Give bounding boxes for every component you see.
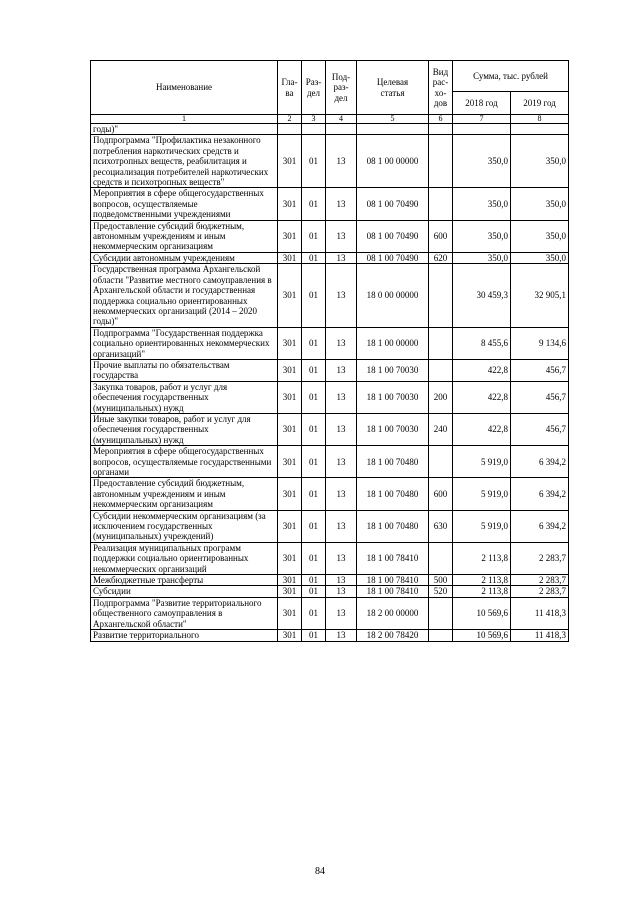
cell-podrazdel: 13: [326, 630, 357, 641]
cell-y2018: 422,8: [453, 359, 511, 381]
cell-target: 18 1 00 70030: [357, 359, 429, 381]
cell-target: 18 1 00 70480: [357, 446, 429, 478]
col-number: 3: [302, 115, 326, 124]
cell-target: 18 1 00 78410: [357, 575, 429, 586]
cell-podrazdel: 13: [326, 327, 357, 359]
cell-glava: 301: [278, 510, 302, 542]
cell-target: 08 1 00 00000: [357, 135, 429, 188]
cell-target: 08 1 00 70490: [357, 220, 429, 252]
cell-podrazdel: 13: [326, 220, 357, 252]
cell-vid: [429, 124, 453, 135]
cell-target: 08 1 00 70490: [357, 188, 429, 220]
cell-podrazdel: 13: [326, 413, 357, 445]
table-row: [91, 359, 569, 381]
cell-vid: 500: [429, 575, 453, 586]
cell-glava: 301: [278, 630, 302, 641]
cell-target: 18 1 00 70030: [357, 381, 429, 413]
table-row: [91, 188, 569, 220]
cell-podrazdel: 13: [326, 575, 357, 586]
cell-y2018: 8 455,6: [453, 327, 511, 359]
cell-y2018: 350,0: [453, 135, 511, 188]
cell-target: 08 1 00 70490: [357, 252, 429, 263]
cell-y2018: 10 569,6: [453, 597, 511, 629]
cell-name: Прочие выплаты по обязательствам государства: [91, 359, 278, 381]
cell-name: Субсидии некоммерческим организациям (за исключением государственных (муниципальных) учреждений): [91, 510, 278, 542]
cell-y2019: 456,7: [511, 381, 569, 413]
cell-vid: [429, 327, 453, 359]
cell-name: Предоставление субсидий бюджетным, автономным учреждениям и иным некоммерческим организациям: [91, 220, 278, 252]
cell-podrazdel: [326, 124, 357, 135]
table-row: [91, 630, 569, 641]
cell-y2019: 456,7: [511, 413, 569, 445]
cell-vid: 600: [429, 478, 453, 510]
cell-glava: 301: [278, 188, 302, 220]
cell-vid: [429, 542, 453, 574]
cell-y2019: 2 283,7: [511, 542, 569, 574]
cell-name: Развитие территориального: [91, 630, 278, 641]
cell-podrazdel: 13: [326, 359, 357, 381]
table-row: [91, 478, 569, 510]
cell-glava: 301: [278, 381, 302, 413]
cell-podrazdel: 13: [326, 188, 357, 220]
cell-vid: [429, 446, 453, 478]
col-number: 5: [357, 115, 429, 124]
header-name: Наименование: [91, 61, 278, 115]
cell-y2018: 30 459,3: [453, 264, 511, 327]
cell-y2018: 350,0: [453, 252, 511, 263]
cell-vid: 240: [429, 413, 453, 445]
cell-podrazdel: 13: [326, 252, 357, 263]
cell-razdel: 01: [302, 478, 326, 510]
cell-y2018: 5 919,0: [453, 478, 511, 510]
table-row: [91, 586, 569, 597]
table-body: [91, 115, 569, 642]
cell-podrazdel: 13: [326, 542, 357, 574]
cell-y2018: 422,8: [453, 413, 511, 445]
cell-name: Иные закупки товаров, работ и услуг для обеспечения государственных (муниципальных) нужд: [91, 413, 278, 445]
cell-y2019: 2 283,7: [511, 586, 569, 597]
cell-razdel: [302, 124, 326, 135]
cell-name: Подпрограмма "Развитие территориального общественного самоуправления в Архангельской области": [91, 597, 278, 629]
cell-target: 18 0 00 00000: [357, 264, 429, 327]
cell-name: Мероприятия в сфере общегосударственных вопросов, осуществляемые подведомственными учреждениями: [91, 188, 278, 220]
cell-y2018: 2 113,8: [453, 586, 511, 597]
cell-razdel: 01: [302, 542, 326, 574]
cell-y2018: 350,0: [453, 188, 511, 220]
cell-vid: 620: [429, 252, 453, 263]
cell-glava: 301: [278, 478, 302, 510]
cell-razdel: 01: [302, 188, 326, 220]
cell-podrazdel: 13: [326, 510, 357, 542]
cell-podrazdel: 13: [326, 586, 357, 597]
table-row: [91, 327, 569, 359]
cell-target: 18 1 00 70480: [357, 478, 429, 510]
col-number: 8: [511, 115, 569, 124]
cell-y2019: 350,0: [511, 220, 569, 252]
cell-glava: 301: [278, 597, 302, 629]
cell-glava: 301: [278, 252, 302, 263]
cell-glava: 301: [278, 446, 302, 478]
table-row: [91, 220, 569, 252]
header-glava: Гла- ва: [278, 61, 302, 115]
cell-y2018: 422,8: [453, 381, 511, 413]
cell-target: 18 1 00 78410: [357, 542, 429, 574]
cell-podrazdel: 13: [326, 597, 357, 629]
cell-y2018: 2 113,8: [453, 542, 511, 574]
cell-glava: 301: [278, 327, 302, 359]
cell-name: Субсидии: [91, 586, 278, 597]
cell-y2019: 11 418,3: [511, 630, 569, 641]
cell-y2019: 2 283,7: [511, 575, 569, 586]
col-number: 6: [429, 115, 453, 124]
cell-vid: 630: [429, 510, 453, 542]
cell-y2019: 32 905,1: [511, 264, 569, 327]
cell-y2018: 350,0: [453, 220, 511, 252]
cell-razdel: 01: [302, 381, 326, 413]
table-row: [91, 135, 569, 188]
header-year-2018: 2018 год: [453, 92, 511, 115]
cell-vid: [429, 597, 453, 629]
cell-y2019: 456,7: [511, 359, 569, 381]
cell-vid: 600: [429, 220, 453, 252]
cell-y2019: [511, 124, 569, 135]
cell-name: Реализация муниципальных программ поддержки социально ориентированных некоммерческих организаций: [91, 542, 278, 574]
cell-y2018: 2 113,8: [453, 575, 511, 586]
table-row: [91, 510, 569, 542]
cell-name: годы)": [91, 124, 278, 135]
cell-target: [357, 124, 429, 135]
cell-y2019: 350,0: [511, 135, 569, 188]
cell-razdel: 01: [302, 575, 326, 586]
cell-target: 18 2 00 00000: [357, 597, 429, 629]
budget-table: [90, 60, 569, 642]
cell-razdel: 01: [302, 446, 326, 478]
cell-vid: [429, 135, 453, 188]
cell-podrazdel: 13: [326, 381, 357, 413]
header-sum: Сумма, тыс. рублей: [453, 61, 569, 92]
table-row: [91, 381, 569, 413]
cell-razdel: 01: [302, 359, 326, 381]
cell-vid: [429, 188, 453, 220]
header-razdel: Раз- дел: [302, 61, 326, 115]
cell-razdel: 01: [302, 586, 326, 597]
cell-razdel: 01: [302, 630, 326, 641]
header-podrazdel: Под- раз- дел: [326, 61, 357, 115]
cell-glava: 301: [278, 135, 302, 188]
cell-y2018: 10 569,6: [453, 630, 511, 641]
cell-podrazdel: 13: [326, 446, 357, 478]
cell-glava: [278, 124, 302, 135]
col-number: 1: [91, 115, 278, 124]
cell-vid: 200: [429, 381, 453, 413]
cell-vid: [429, 264, 453, 327]
cell-glava: 301: [278, 586, 302, 597]
cell-vid: [429, 630, 453, 641]
page-number: 84: [315, 866, 325, 877]
cell-podrazdel: 13: [326, 478, 357, 510]
cell-vid: 520: [429, 586, 453, 597]
table-row: [91, 597, 569, 629]
cell-y2019: 6 394,2: [511, 510, 569, 542]
cell-razdel: 01: [302, 510, 326, 542]
table-row: [91, 264, 569, 327]
cell-name: Закупка товаров, работ и услуг для обеспечения государственных (муниципальных) нужд: [91, 381, 278, 413]
cell-y2019: 6 394,2: [511, 446, 569, 478]
table-row: [91, 446, 569, 478]
cell-name: Подпрограмма "Государственная поддержка социально ориентированных некоммерческих организаций": [91, 327, 278, 359]
cell-razdel: 01: [302, 413, 326, 445]
cell-podrazdel: 13: [326, 264, 357, 327]
table-row: [91, 542, 569, 574]
col-number: 2: [278, 115, 302, 124]
cell-razdel: 01: [302, 327, 326, 359]
col-number: 7: [453, 115, 511, 124]
table-row: [91, 252, 569, 263]
cell-name: Субсидии автономным учреждениям: [91, 252, 278, 263]
cell-razdel: 01: [302, 135, 326, 188]
cell-target: 18 1 00 70480: [357, 510, 429, 542]
cell-name: Мероприятия в сфере общегосударственных вопросов, осуществляемые государственными органами: [91, 446, 278, 478]
cell-target: 18 1 00 78410: [357, 586, 429, 597]
cell-vid: [429, 359, 453, 381]
cell-name: Подпрограмма "Профилактика незаконного потребления наркотических средств и психотропных веществ, реабилитация и ресоциализация потребителей наркотических средств и психотропных веществ": [91, 135, 278, 188]
cell-y2019: 11 418,3: [511, 597, 569, 629]
cell-razdel: 01: [302, 264, 326, 327]
cell-glava: 301: [278, 220, 302, 252]
cell-glava: 301: [278, 264, 302, 327]
column-numbers-row: [91, 115, 569, 124]
cell-y2018: 5 919,0: [453, 510, 511, 542]
col-number: 4: [326, 115, 357, 124]
cell-name: Государственная программа Архангельской области "Развитие местного самоуправления в Архангельской области и государственная поддержка социально ориентированных некоммерческих организаций (2014 – 2020 годы)": [91, 264, 278, 327]
cell-razdel: 01: [302, 597, 326, 629]
table-row: [91, 413, 569, 445]
cell-y2019: 350,0: [511, 252, 569, 263]
header-year-2019: 2019 год: [511, 92, 569, 115]
cell-target: 18 2 00 78420: [357, 630, 429, 641]
cell-glava: 301: [278, 413, 302, 445]
cell-name: Межбюджетные трансферты: [91, 575, 278, 586]
cell-razdel: 01: [302, 252, 326, 263]
cell-name: Предоставление субсидий бюджетным, автономным учреждениям и иным некоммерческим организациям: [91, 478, 278, 510]
cell-razdel: 01: [302, 220, 326, 252]
cell-y2018: 5 919,0: [453, 446, 511, 478]
cell-podrazdel: 13: [326, 135, 357, 188]
table-row: [91, 124, 569, 135]
table-row: [91, 575, 569, 586]
header-target: Целевая статья: [357, 61, 429, 115]
cell-y2018: [453, 124, 511, 135]
cell-glava: 301: [278, 542, 302, 574]
header-vid: Вид рас- хо- дов: [429, 61, 453, 115]
cell-glava: 301: [278, 575, 302, 586]
cell-y2019: 6 394,2: [511, 478, 569, 510]
cell-y2019: 350,0: [511, 188, 569, 220]
cell-target: 18 1 00 00000: [357, 327, 429, 359]
cell-glava: 301: [278, 359, 302, 381]
cell-target: 18 1 00 70030: [357, 413, 429, 445]
cell-y2019: 9 134,6: [511, 327, 569, 359]
